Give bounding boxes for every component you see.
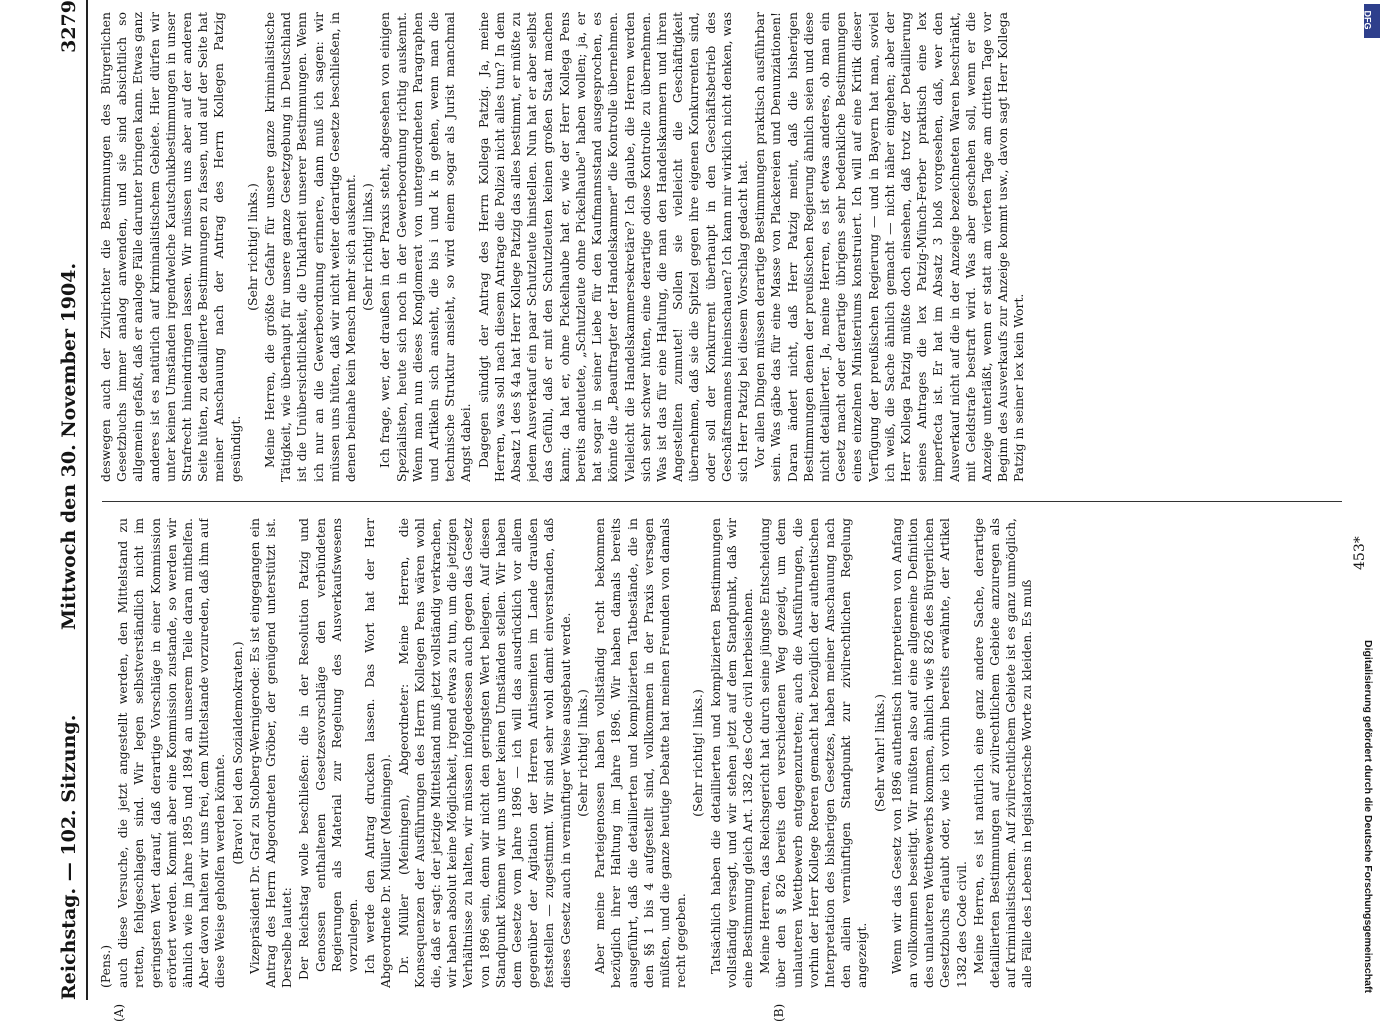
paragraph: Ich frage, wer, der draußen in der Praxis steht, abgesehen von einigen Spezialisten, heute sich noch in der Gewerbeordnung richtig auskennt. Wenn man nun dieses Konglomerat von untergeordneten Paragraphen und Artikeln sich ansieht, die bis i und k in gehen, wenn man die technische Struktur ansieht, so wird einem sogar als Jurist manchmal Angst dabei.: [377, 12, 474, 482]
interjection: (Bravo! bei den Sozialdemokraten.): [229, 641, 245, 865]
header-rule: [86, 0, 88, 1000]
paragraph: Ich werde den Antrag drucken lassen. Das Wort hat der Herr Abgeordnete Dr. Müller (Meiningen).: [362, 518, 394, 988]
interjection: (Sehr wahr! links.): [871, 694, 887, 812]
margin-mark-b: (B): [772, 1003, 786, 1022]
paragraph: Vizepräsident Dr. Graf zu Stolberg-Wernigerode: Es ist eingegangen ein Antrag des Herrn Abgeordneten Gröber, der genügend unterstützt ist. Derselbe lautet:: [246, 518, 295, 988]
digitization-note-text: Digitalisierung gefördert durch die Deutsche Forschungsgemeinschaft: [1362, 640, 1374, 993]
footer-page-ref: 453*: [1352, 536, 1368, 570]
interjection: (Sehr richtig! links.): [244, 183, 260, 311]
interjection: (Sehr richtig! links.): [360, 183, 376, 311]
header-date: Mittwoch den 30. November 1904.: [58, 262, 80, 630]
column-divider: [102, 501, 1342, 502]
page-header: [52, 0, 90, 1000]
paragraph: Meine Herren, die größte Gefahr für unsere ganze kriminalistische Tätigkeit, wie überhaupt für unsere ganze Gesetzgebung in Deutschland ist die Unübersichtlichkeit, die Unklarheit unserer Bestimmungen. Wenn ich nur an die Gewerbeordnung erinnere, dann muß ich sagen: wir müssen uns hüten, daß wir nicht weiter derartige Gesetze beschließen, in denen beinahe kein Mensch mehr sich auskennt.: [262, 12, 359, 482]
paragraph: Meine Herren, das Reichsgericht hat durch seine jüngste Entscheidung über den § 826 bereits den verschiedenen Weg gezeigt, um dem unlauteren Wettbewerb entgegenzutreten; auch die Ausführungen, die vorhin der Herr Kollege Roeren gemacht hat bezüglich der authentischen Interpretation des bisherigen Gesetzes, haben meiner Anschauung nach den allein vernünftigen Standpunkt zur zivilrechtlichen Regelung angezeigt.: [757, 518, 870, 988]
paragraph: Aber meine Parteigenossen haben vollständig recht bekommen bezüglich ihrer Haltung im Jahre 1896. Wir haben damals bereits ausgeführt, daß die detaillierten und komplizierten Tatbestände, die in den §§ 1 bis 4 aufgestellt sind, vollkommen in der Praxis versagen müßten, und die ganze heutige Debatte hat meinen Freunden von damals recht gegeben.: [592, 518, 689, 988]
paragraph: deswegen auch der Zivilrichter die Bestimmungen des Bürgerlichen Gesetzbuchs immer analog anwenden, und sie sind absichtlich so allgemein gefaßt, daß er analoge Fälle darunter bringen kann. Etwas ganz anderes ist es natürlich auf kriminalistischem Gebiete. Hier dürfen wir unter keinen Umständen irgendwelche Kautschukbestimmungen in unser Strafrecht hineindringen lassen. Wir müssen uns aber auf der anderen Seite hüten, zu detaillierte Bestimmungen zu fassen, und auf der Seite hat meiner Anschauung nach der Antrag des Herrn Kollegen Patzig gesündigt.: [98, 12, 243, 482]
header-session: Reichstag. — 102. Sitzung.: [58, 714, 80, 1000]
paragraph: Der Reichstag wolle beschließen: die in der Resolution Patzig und Genossen enthaltenen Gesetzesvorschläge den verbündeten Regierungen als Material zur Regelung des Ausverkaufswesens vorzulegen.: [296, 518, 361, 980]
paragraph: auch diese Versuche, die jetzt angestellt werden, den Mittelstand zu retten, fehlgeschlagen sind. Wir legen selbstverständlich nicht im geringsten Wert darauf, daß derartige Vorschläge in einer Kommission erörtert werden. Kommt aber eine Kommission zustande, so werden wir ähnlich wie im Jahre 1895 und 1894 an unserem Teile daran mithelfen. Aber davon halten wir uns frei, dem Mittelstande vorzureden, daß ihm auf diese Weise geholfen werden könnte.: [115, 518, 228, 988]
paragraph: Tatsächlich haben die detaillierten und komplizierten Bestimmungen vollständig versagt, und wir stehen jetzt auf dem Standpunkt, daß wir eine Bestimmung gleich Art. 1382 des Code civil herbeisehnen.: [707, 518, 755, 988]
left-column: [98, 518, 1348, 988]
paragraph: Meine Herren, es ist natürlich eine ganz andere Sache, derartige detaillierten Bestimmungen auf zivilrechtlichem Gebiete anzuregen als auf kriminalistischem. Auf zivilrechtlichem Gebiete ist es ganz unmöglich, alle Fälle des Lebens in legislatorische Worte zu kleiden. Es muß: [970, 518, 1035, 988]
paragraph: Dr. Müller (Meiningen), Abgeordneter: Meine Herren, die Konsequenzen der Ausführungen des Herrn Kollegen Pens wären wohl die, daß er sagt: der jetzige Mittelstand muß jetzt vollständig verkrachen, wir haben absolut keine Möglichkeit, irgend etwas zu tun, um die jetzigen Verhältnisse zu halten, wir müssen infolgedessen auch gegen das Gesetz von 1896 sein, denn wir nicht den geringsten Wert beilegen. Auf diesen Standpunkt können wir uns unter keinen Umständen stellen. Wir haben dem Gesetze vom Jahre 1896 — ich will das ausdrücklich vor allem gegenüber der Agitation der Herren Antisemiten im Lande draußen feststellen — zugestimmt. Wir sind sehr wohl damit einverstanden, daß dieses Gesetz auch in vernünftiger Weise ausgebaut werde.: [395, 518, 573, 988]
dfg-logo-text: DFG: [1362, 10, 1373, 30]
paragraph: Wenn wir das Gesetz von 1896 authentisch interpretieren von Anfang an vollkommen beseitigt. Wir müßten also auf eine allgemeine Definition des unlauteren Wettbewerbs kommen, ähnlich wie § 826 des Bürgerlichen Gesetzbuchs erlaubt oder, wie ich vorhin bereits erwähnte, der Artikel 1382 des Code civil.: [888, 518, 969, 988]
interjection: (Sehr richtig! links.): [574, 689, 590, 817]
paragraph: (Pens.): [98, 944, 113, 988]
header-page-number: 3279: [58, 0, 80, 53]
rotated-document-page: [52, 0, 1377, 1022]
right-column: [98, 12, 1348, 482]
digitization-note: [1358, 8, 1374, 998]
dfg-logo: [1364, 4, 1380, 38]
margin-mark-a: (A): [112, 1003, 126, 1022]
interjection: (Sehr richtig! links.): [690, 689, 706, 817]
paragraph: Dagegen sündigt der Antrag des Herrn Kollega Patzig. Ja, meine Herren, was soll nach diesem Antrage die Polizei nicht alles tun? In dem Absatz 1 des § 4a hat Herr Kollege Patzig das alles bestimmt, er müßte zu jedem Ausverkauf ein paar Schutzleute hinstellen. Nun hat er aber selbst das Gefühl, daß er mit den Schutzleuten keinen großen Staat machen kann; da hat er, ohne Pickelhaube hat er, wie der Herr Kollega Pens bereits andeutete, „Schutzleute ohne Pickelhaube" haben wollen; ja, er hat sogar in seiner Liebe für den Kaufmannsstand ausgesprochen, es könnte die „Beauftragter der Handelskammer" die Kontrolle übernehmen. Vielleicht die Handelskammersekretäre? Ich glaube, die Herren werden sich sehr schwer hüten, eine derartige odiose Kontrolle zu übernehmen. Was ist das für eine Haltung, die man den Handelskammern und ihren Angestellten zumutet! Sollen sie vielleicht die Geschäftigkeit übernehmen, daß sie die Spitzel gegen ihre eigenen Konkurrenten sind, oder soll der Konkurrent überhaupt in den Geschäftsbetrieb des Geschäftsmannes hineinschauen? Ich kann mir wirklich nicht denken, was sich Herr Patzig bei diesem Vorschlag gedacht hat.: [475, 12, 750, 482]
paragraph: Vor allen Dingen müssen derartige Bestimmungen praktisch ausführbar sein. Was gäbe das für eine Masse von Plackereien und Denunziationen! Daran ändert nicht, daß Herr Patzig meint, daß die bisherigen Bestimmungen denen der preußischen Regierung ähnlich seien und diese nicht detaillierter. Ja, meine Herren, es ist etwas anderes, ob man ein Gesetz macht oder derartige übrigens sehr bedenkliche Bestimmungen eines einzelnen Ministeriums konstruiert. Ich will auf eine Kritik dieser Verfügung der preußischen Regierung — und in Bayern hat man, soviel ich weiß, die Sache ähnlich gemacht — nicht näher eingehen; aber der Herr Kollega Patzig müßte doch einsehen, daß trotz der Detaillierung seines Antrages die lex Patzig-Münch-Ferber praktisch eine lex imperfecta ist. Er hat im Absatz 3 bloß vorgesehen, daß, wer den Ausverkauf nicht auf die in der Anzeige bezeichneten Waren beschränkt, mit Geldstrafe bestraft wird. Was aber geschehen soll, wenn er die Anzeige unterläßt, wenn er statt am vierten Tage am dritten Tage vor Beginn des Ausverkaufs zur Anzeige kommt usw., davon sagt Herr Kollega Patzig in seiner lex kein Wort.: [752, 12, 1027, 482]
